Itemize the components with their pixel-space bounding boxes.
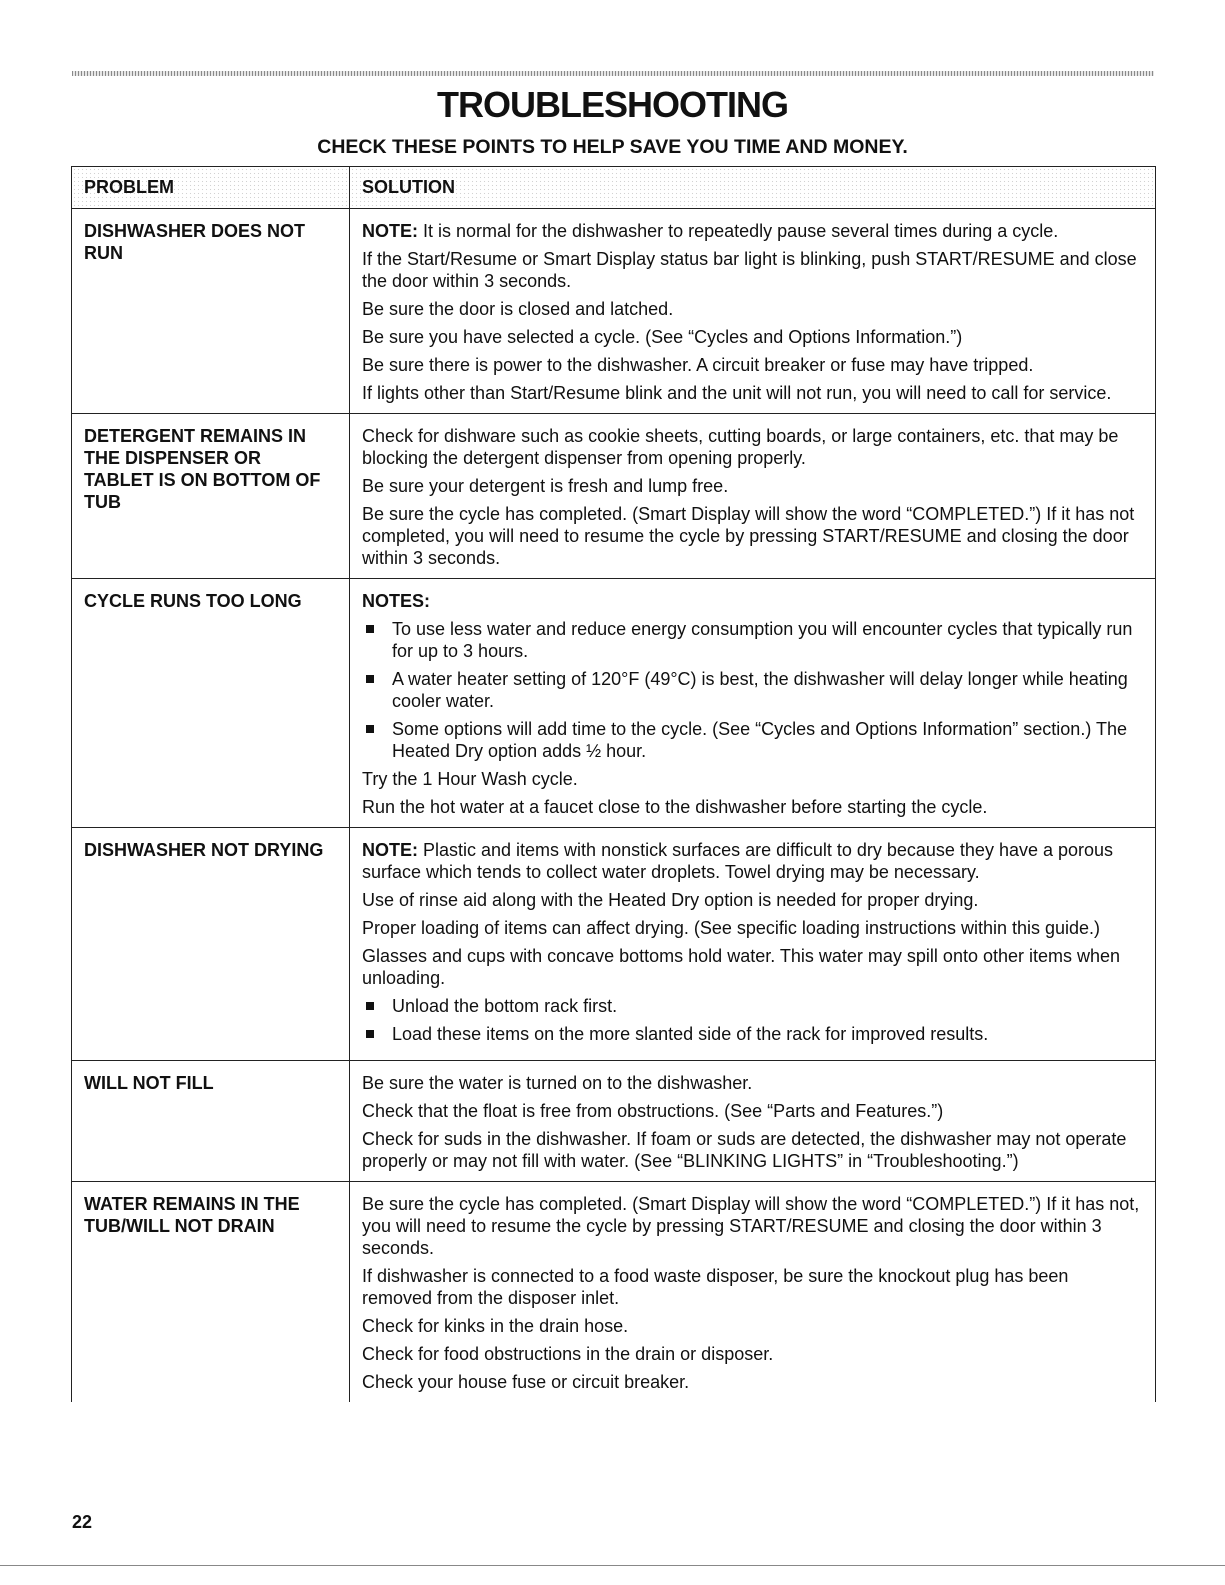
bullet-item: Some options will add time to the cycle. (See “Cycles and Options Information” section.) The Heated Dry option adds ½ hour. (362, 718, 1141, 762)
solution-line: Be sure the cycle has completed. (Smart Display will show the word “COMPLETED.”) If it has not, you will need to resume the cycle by pressing START/RESUME and closing the door within 3 seconds. (362, 1194, 1140, 1258)
solution-line: Try the 1 Hour Wash cycle. (362, 769, 578, 789)
bullet-item: A water heater setting of 120°F (49°C) is best, the dishwasher will delay longer while heating cooler water. (362, 668, 1141, 712)
solution-line: If dishwasher is connected to a food waste disposer, be sure the knockout plug has been removed from the disposer inlet. (362, 1266, 1069, 1308)
note-line (362, 220, 1141, 242)
solution-line: If the Start/Resume or Smart Display status bar light is blinking, push START/RESUME and close the door within 3 seconds. (362, 249, 1137, 291)
note-label: NOTE: (362, 221, 418, 241)
problem-cell: CYCLE RUNS TOO LONG (72, 579, 350, 828)
solution-line: Be sure you have selected a cycle. (See “Cycles and Options Information.”) (362, 327, 963, 347)
problem-cell: DISHWASHER DOES NOT RUN (72, 209, 350, 414)
bullet-item: Load these items on the more slanted side of the rack for improved results. (362, 1023, 1141, 1045)
solution-header: SOLUTION (350, 167, 1156, 209)
page-title: TROUBLESHOOTING (437, 84, 788, 125)
solution-cell (350, 579, 1156, 828)
solution-line: Be sure the door is closed and latched. (362, 299, 674, 319)
table-header-row (72, 167, 1156, 209)
solution-line: Check your house fuse or circuit breaker. (362, 1372, 690, 1392)
solution-line: Glasses and cups with concave bottoms hold water. This water may spill onto other items when unloading. (362, 946, 1121, 988)
bullet-item: Unload the bottom rack first. (362, 995, 1141, 1017)
table-row (72, 828, 1156, 1061)
solution-line: Be sure your detergent is fresh and lump free. (362, 476, 729, 496)
solution-line: Run the hot water at a faucet close to the dishwasher before starting the cycle. (362, 797, 988, 817)
solution-cell (350, 209, 1156, 414)
table-row (72, 209, 1156, 414)
problem-cell: WILL NOT FILL (72, 1061, 350, 1182)
solution-line: Be sure the water is turned on to the dishwasher. (362, 1073, 753, 1093)
solution-cell (350, 1182, 1156, 1403)
solution-cell (350, 828, 1156, 1061)
solution-cell (350, 1061, 1156, 1182)
problem-cell: WATER REMAINS IN THE TUB/WILL NOT DRAIN (72, 1182, 350, 1403)
note-text: Plastic and items with nonstick surfaces are difficult to dry because they have a porous surface which tends to collect water droplets. Towel drying may be necessary. (362, 840, 1114, 882)
solution-line: Be sure the cycle has completed. (Smart Display will show the word “COMPLETED.”) If it has not completed, you will need to resume the cycle by pressing START/RESUME and closing the door within 3 seconds. (362, 504, 1135, 568)
table-row (72, 414, 1156, 579)
solution-line: If lights other than Start/Resume blink and the unit will not run, you will need to call for service. (362, 383, 1112, 403)
solution-cell (350, 414, 1156, 579)
solution-line: Check for suds in the dishwasher. If foam or suds are detected, the dishwasher may not operate properly or may not fill with water. (See “BLINKING LIGHTS” in “Troubleshooting.”) (362, 1129, 1127, 1171)
problem-cell: DETERGENT REMAINS IN THE DISPENSER OR TABLET IS ON BOTTOM OF TUB (72, 414, 350, 579)
notes-label: NOTES: (362, 591, 431, 611)
solution-line: Use of rinse aid along with the Heated Dry option is needed for proper drying. (362, 890, 979, 910)
problem-cell: DISHWASHER NOT DRYING (72, 828, 350, 1061)
note-text: It is normal for the dishwasher to repeatedly pause several times during a cycle. (418, 221, 1059, 241)
table-row (72, 579, 1156, 828)
problem-header: PROBLEM (72, 167, 350, 209)
troubleshooting-table (71, 166, 1156, 1402)
solution-line: Check for dishware such as cookie sheets, cutting boards, or large containers, etc. that may be blocking the detergent dispenser from opening properly. (362, 426, 1119, 468)
bottom-rule (0, 1565, 1225, 1566)
solution-line: Check for food obstructions in the drain or disposer. (362, 1344, 774, 1364)
bullet-item: To use less water and reduce energy consumption you will encounter cycles that typically run for up to 3 hours. (362, 618, 1141, 662)
note-label: NOTE: (362, 840, 418, 860)
page-subtitle: CHECK THESE POINTS TO HELP SAVE YOU TIME AND MONEY. (317, 136, 908, 158)
table-row (72, 1182, 1156, 1403)
solution-line: Be sure there is power to the dishwasher. A circuit breaker or fuse may have tripped. (362, 355, 1034, 375)
note-line (362, 839, 1141, 883)
page-number: 22 (72, 1512, 93, 1532)
solution-line: Check that the float is free from obstructions. (See “Parts and Features.”) (362, 1101, 944, 1121)
solution-line: Check for kinks in the drain hose. (362, 1316, 629, 1336)
top-dotted-rule (72, 71, 1154, 76)
table-row (72, 1061, 1156, 1182)
solution-line: Proper loading of items can affect drying. (See specific loading instructions within this guide.) (362, 918, 1101, 938)
